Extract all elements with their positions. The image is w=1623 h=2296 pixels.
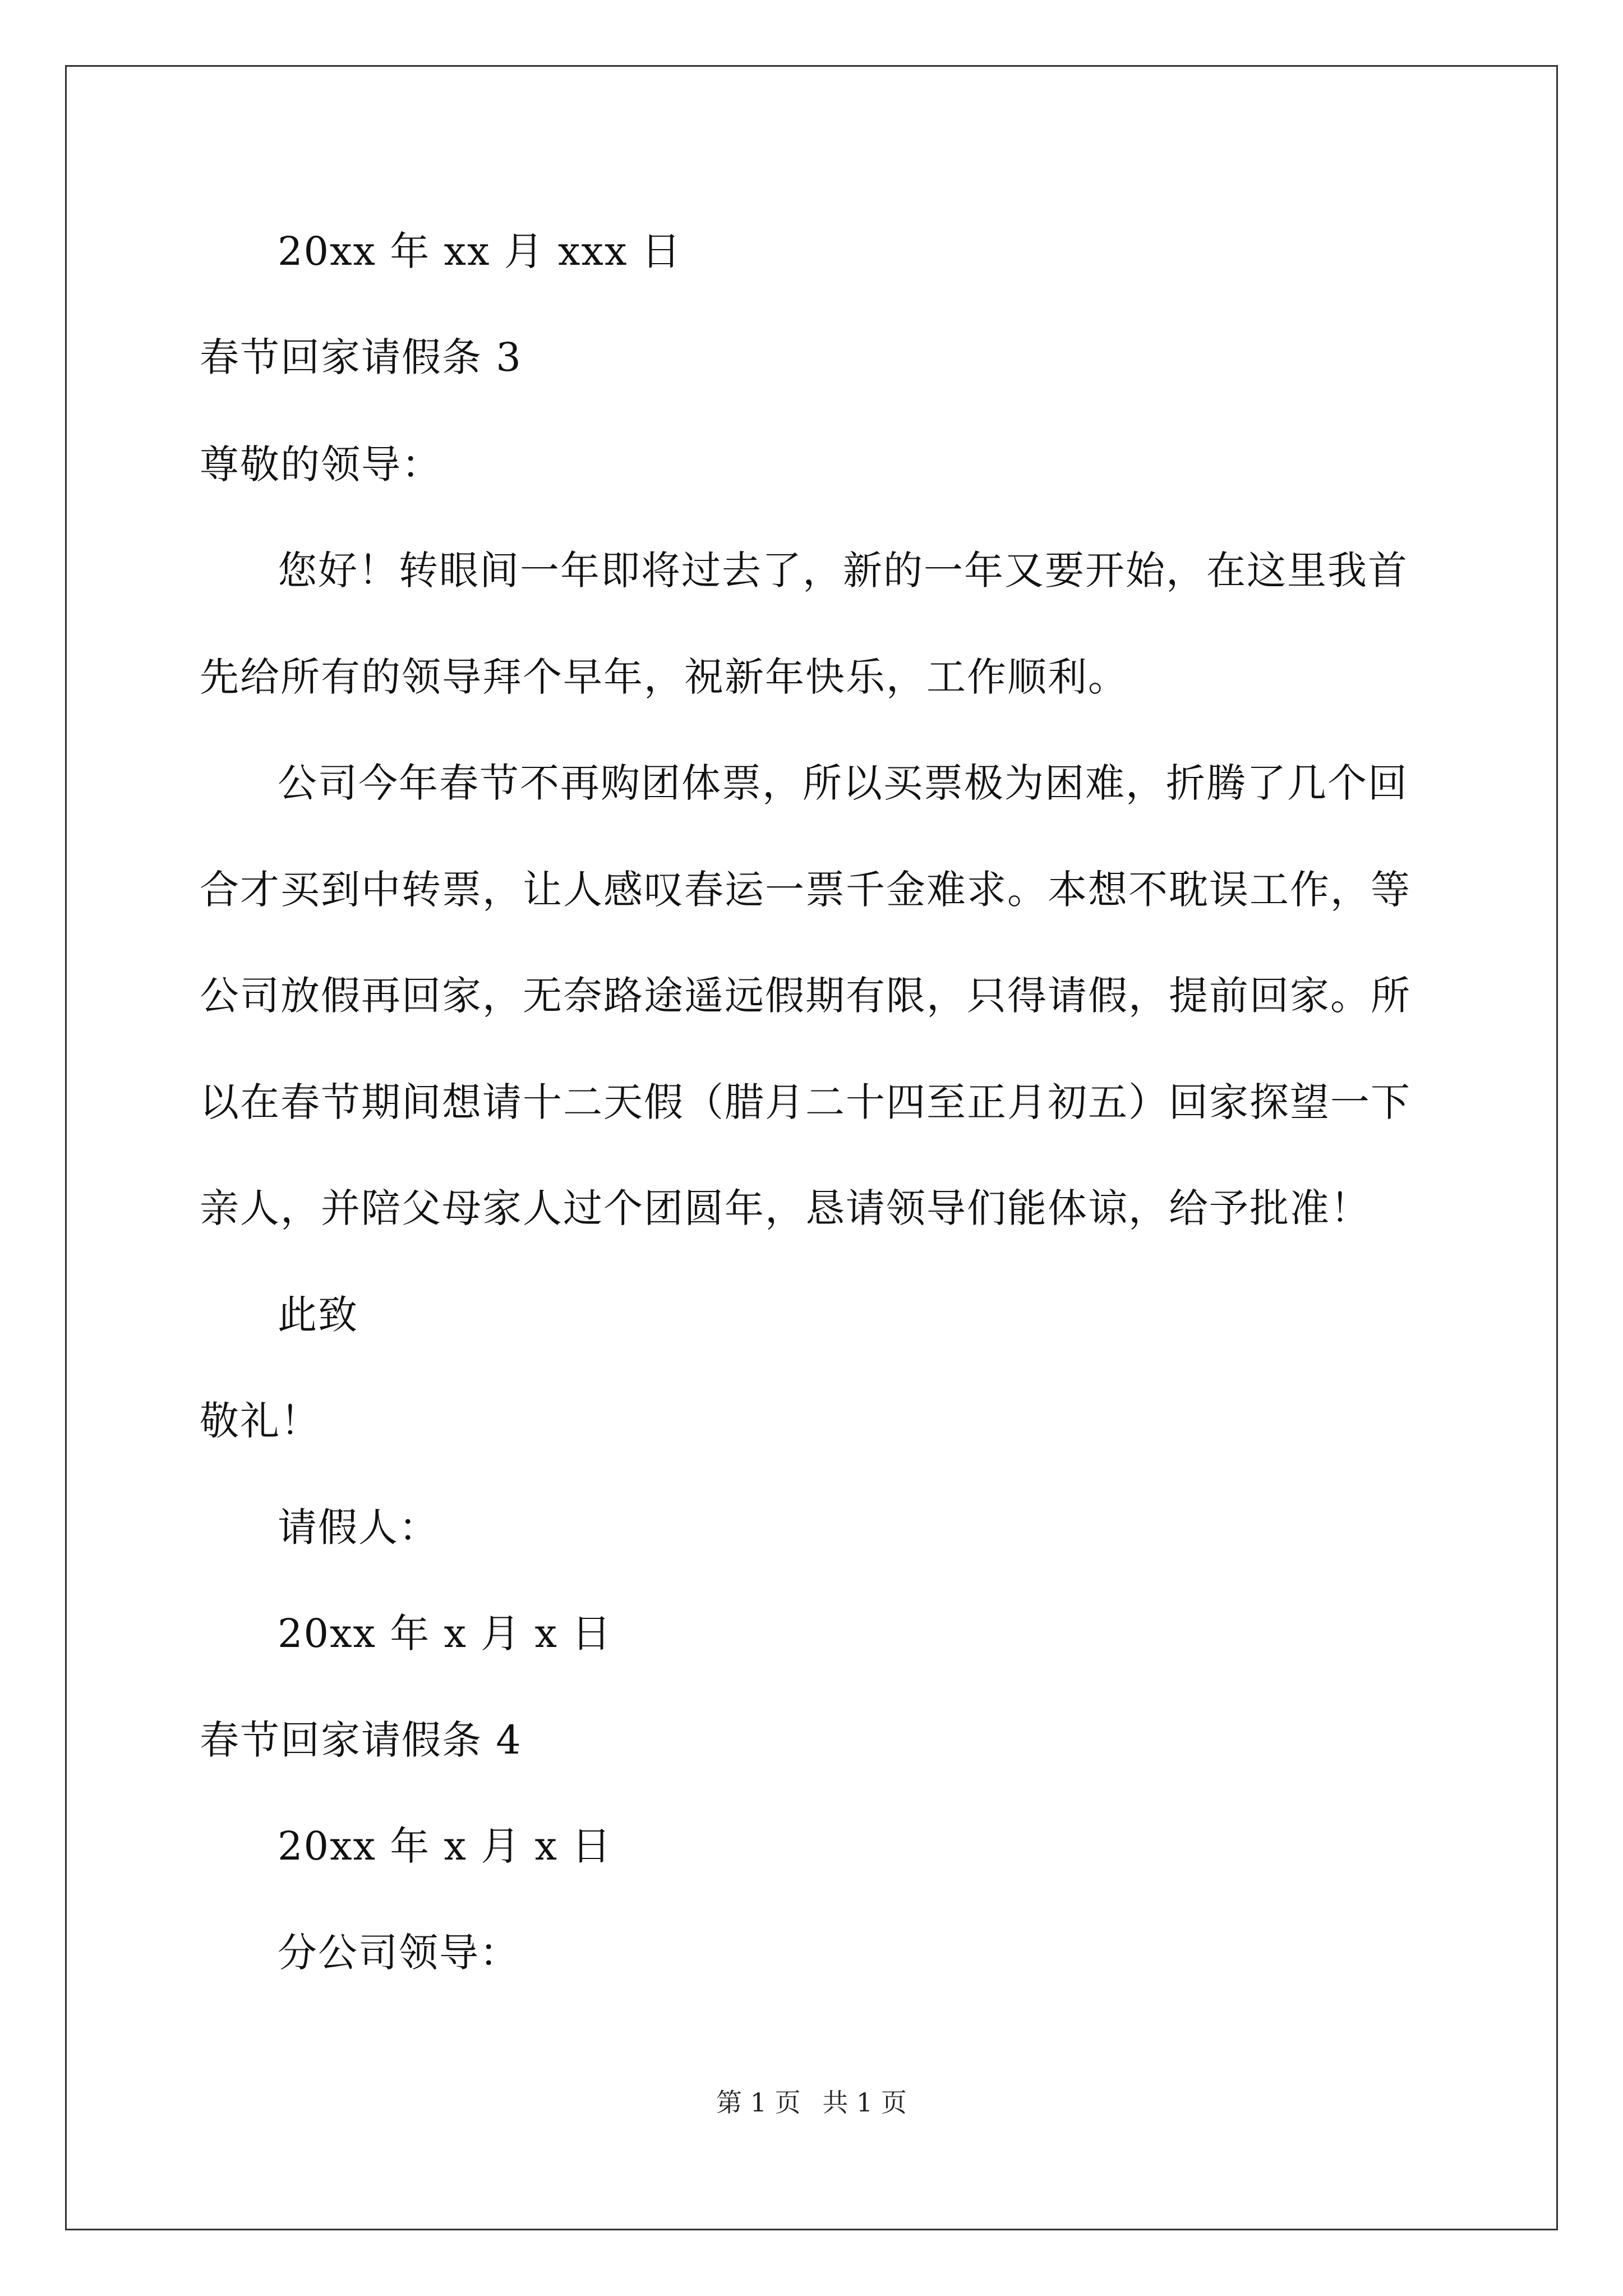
- signature-label: 请假人：: [278, 1504, 439, 1550]
- paragraph-line: 公司放假再回家，无奈路途遥远假期有限，只得请假，提前回家。所: [200, 973, 1411, 1019]
- section-title: 春节回家请假条 3: [200, 334, 522, 380]
- page-number: 第 1 页: [716, 2087, 801, 2118]
- date-line: 20xx 年 x 月 x 日: [278, 1611, 612, 1657]
- page-footer: [0, 2086, 1623, 2119]
- date-line: 20xx 年 xx 月 xxx 日: [278, 228, 682, 274]
- paragraph-line: 先给所有的领导拜个早年，祝新年快乐，工作顺利。: [200, 654, 1128, 700]
- paragraph-line: 公司今年春节不再购团体票，所以买票极为困难，折腾了几个回: [278, 760, 1408, 806]
- paragraph-line: 合才买到中转票，让人感叹春运一票千金难求。本想不耽误工作，等: [200, 867, 1411, 913]
- paragraph-line: 以在春节期间想请十二天假（腊月二十四至正月初五）回家探望一下: [200, 1079, 1411, 1125]
- salutation: 尊敬的领导：: [200, 441, 442, 487]
- section-title: 春节回家请假条 4: [200, 1717, 522, 1763]
- closing-line: 此致: [278, 1292, 358, 1338]
- date-line: 20xx 年 x 月 x 日: [278, 1823, 612, 1869]
- paragraph-line: 您好！转眼间一年即将过去了，新的一年又要开始，在这里我首: [278, 547, 1408, 593]
- salutation: 分公司领导：: [278, 1930, 520, 1976]
- paragraph-line: 亲人，并陪父母家人过个团圆年，恳请领导们能体谅，给予批准！: [200, 1185, 1371, 1231]
- closing-line: 敬礼！: [200, 1398, 321, 1444]
- page-border: [65, 65, 1558, 2230]
- page-total: 共 1 页: [822, 2087, 907, 2118]
